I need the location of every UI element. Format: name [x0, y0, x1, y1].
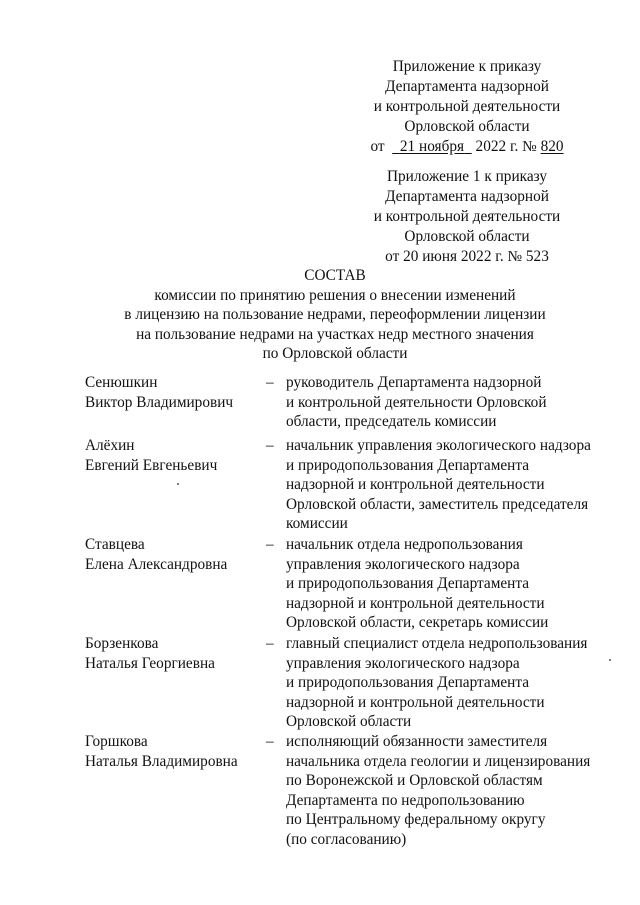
member-role: руководитель Департамента надзорной и контрольной деятельности Орловской области, председатель комиссии — [286, 374, 547, 431]
document-title — [80, 266, 590, 364]
header-line: от 20 июня 2022 г. № 523 — [385, 248, 549, 265]
member-surname: Алёхин — [85, 437, 135, 454]
scan-speck — [177, 483, 179, 485]
header-line: Приложение 1 к приказу — [386, 168, 548, 185]
header-line: и контрольной деятельности — [373, 98, 561, 115]
member-role: главный специалист отдела недропользования управления экологического надзора и природопользования Департамента надзорной и контрольной деятельности Орловской области — [286, 635, 588, 731]
member-name — [85, 373, 265, 412]
member-surname: Борзенкова — [85, 635, 159, 652]
member-given-name: Евгений Евгеньевич — [85, 456, 218, 474]
separator-dash: – — [266, 536, 274, 553]
member-given-name: Наталья Владимировна — [85, 752, 238, 770]
title-line: по Орловской области — [262, 345, 408, 363]
member-name — [85, 436, 265, 475]
date-prefix: от — [370, 138, 385, 155]
member-role: исполняющий обязанности заместителя начальника отдела геологии и лицензирования по Воронежской и Орловской областям Департамента по недропользованию по Центральному федеральному округу (по согласованию) — [286, 733, 591, 848]
member-role: начальник отдела недропользования управления экологического надзора и природопользования Департамента надзорной и контрольной деятельности Орловской области, секретарь комиссии — [286, 536, 549, 632]
member-given-name: Виктор Владимирович — [85, 393, 234, 411]
title-line: в лицензию на пользование недрами, переоформлении лицензии — [124, 306, 546, 324]
separator-dash: – — [266, 733, 274, 750]
member-given-name: Наталья Георгиевна — [85, 654, 215, 672]
title-line: на пользование недрами на участках недр местного значения — [136, 325, 534, 343]
member-surname: Горшкова — [85, 733, 148, 750]
member-name — [85, 634, 265, 673]
separator-dash: – — [266, 374, 274, 391]
member-role: начальник управления экологического надзора и природопользования Департамента надзорной и контрольной деятельности Орловской области, заместитель председателя комиссии — [286, 437, 591, 533]
member-name — [85, 535, 265, 574]
member-given-name: Елена Александровна — [85, 555, 228, 573]
separator-dash: – — [266, 635, 274, 652]
order-number: 820 — [540, 138, 564, 155]
title-line: комиссии по принятию решения о внесении изменений — [154, 286, 516, 304]
header-line: Орловской области — [404, 228, 530, 245]
order-appendix-header — [352, 57, 582, 157]
order-date: 21 ноября — [399, 138, 465, 155]
order-date-line — [352, 137, 582, 157]
header-line: и контрольной деятельности — [373, 208, 561, 225]
title-heading: СОСТАВ — [304, 267, 366, 284]
original-appendix-header — [352, 167, 582, 267]
header-line: Орловской области — [404, 118, 530, 135]
header-line: Приложение к приказу — [392, 58, 542, 75]
member-surname: Сенюшкин — [85, 374, 158, 391]
header-line: Департамента надзорной — [385, 78, 549, 95]
member-surname: Ставцева — [85, 536, 145, 553]
separator-dash: – — [266, 437, 274, 454]
member-name — [85, 732, 265, 771]
scan-speck — [609, 659, 611, 661]
header-line: Департамента надзорной — [385, 188, 549, 205]
order-year: 2022 г. № — [475, 138, 537, 155]
